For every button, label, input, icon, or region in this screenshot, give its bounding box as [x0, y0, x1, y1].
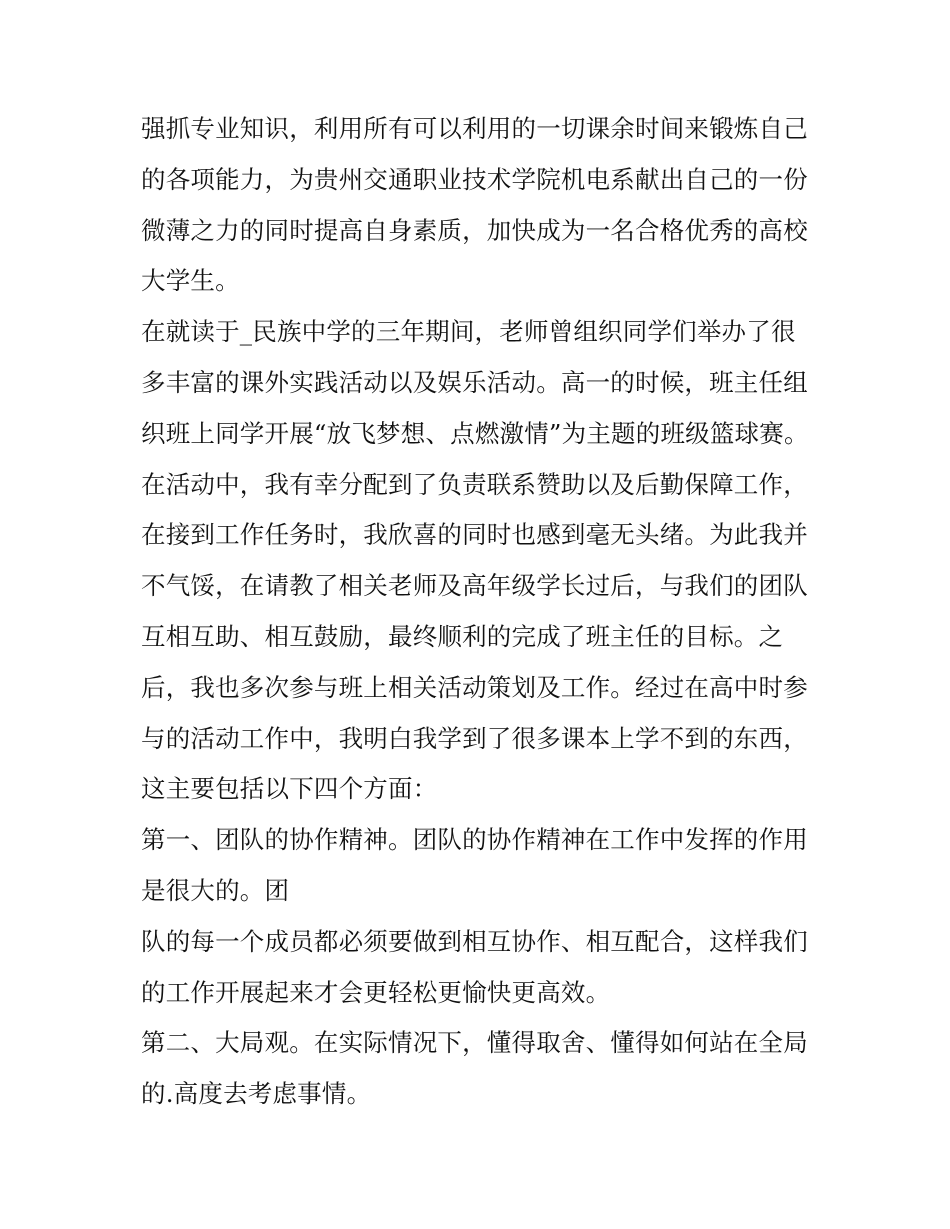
document-body-text: [141, 104, 821, 1120]
text-line-7: 织班上同学开展“放飞梦想、点燃激情”为主题的班级篮球赛。: [141, 418, 809, 448]
text-line-4: 大学生。: [141, 266, 240, 296]
text-line-1: 强抓专业知识，利用所有可以利用的一切课余时间来锻炼自己: [141, 114, 808, 143]
text-line-3: 微薄之力的同时提高自身素质，加快成为一名合格优秀的高校: [141, 215, 808, 245]
text-line-16: 是很大的。团: [141, 875, 290, 905]
text-line-6: 多丰富的课外实践活动以及娱乐活动。高一的时候，班主任组: [141, 367, 808, 397]
text-line-10: 不气馁，在请教了相关老师及高年级学长过后，与我们的团队: [141, 571, 808, 601]
text-line-13: 与的活动工作中，我明白我学到了很多课本上学不到的东西，: [141, 723, 808, 753]
text-line-19: 第二、大局观。在实际情况下，懂得取舍、懂得如何站在全局: [141, 1028, 808, 1058]
text-line-2: 的各项能力，为贵州交通职业技术学院机电系献出自己的一份: [141, 164, 808, 194]
text-line-14: 这主要包括以下四个方面：: [141, 774, 438, 804]
text-line-9: 在接到工作任务时，我欣喜的同时也感到毫无头绪。为此我并: [141, 520, 808, 550]
text-line-18: 的工作开展起来才会更轻松更愉快更高效。: [141, 977, 611, 1007]
text-line-17: 队的每一个成员都必须要做到相互协作、相互配合，这样我们: [141, 926, 808, 956]
text-line-5: 在就读于_民族中学的三年期间，老师曾组织同学们举办了很: [141, 317, 796, 347]
text-line-15: 第一、团队的协作精神。团队的协作精神在工作中发挥的作用: [141, 825, 808, 855]
text-line-20: 的.高度去考虑事情。: [141, 1079, 372, 1109]
text-line-12: 后，我也多次参与班上相关活动策划及工作。经过在高中时参: [141, 672, 808, 702]
text-line-11: 互相互助、相互鼓励，最终顺利的完成了班主任的目标。之: [141, 621, 784, 651]
text-line-8: 在活动中，我有幸分配到了负责联系赞助以及后勤保障工作，: [141, 469, 808, 499]
